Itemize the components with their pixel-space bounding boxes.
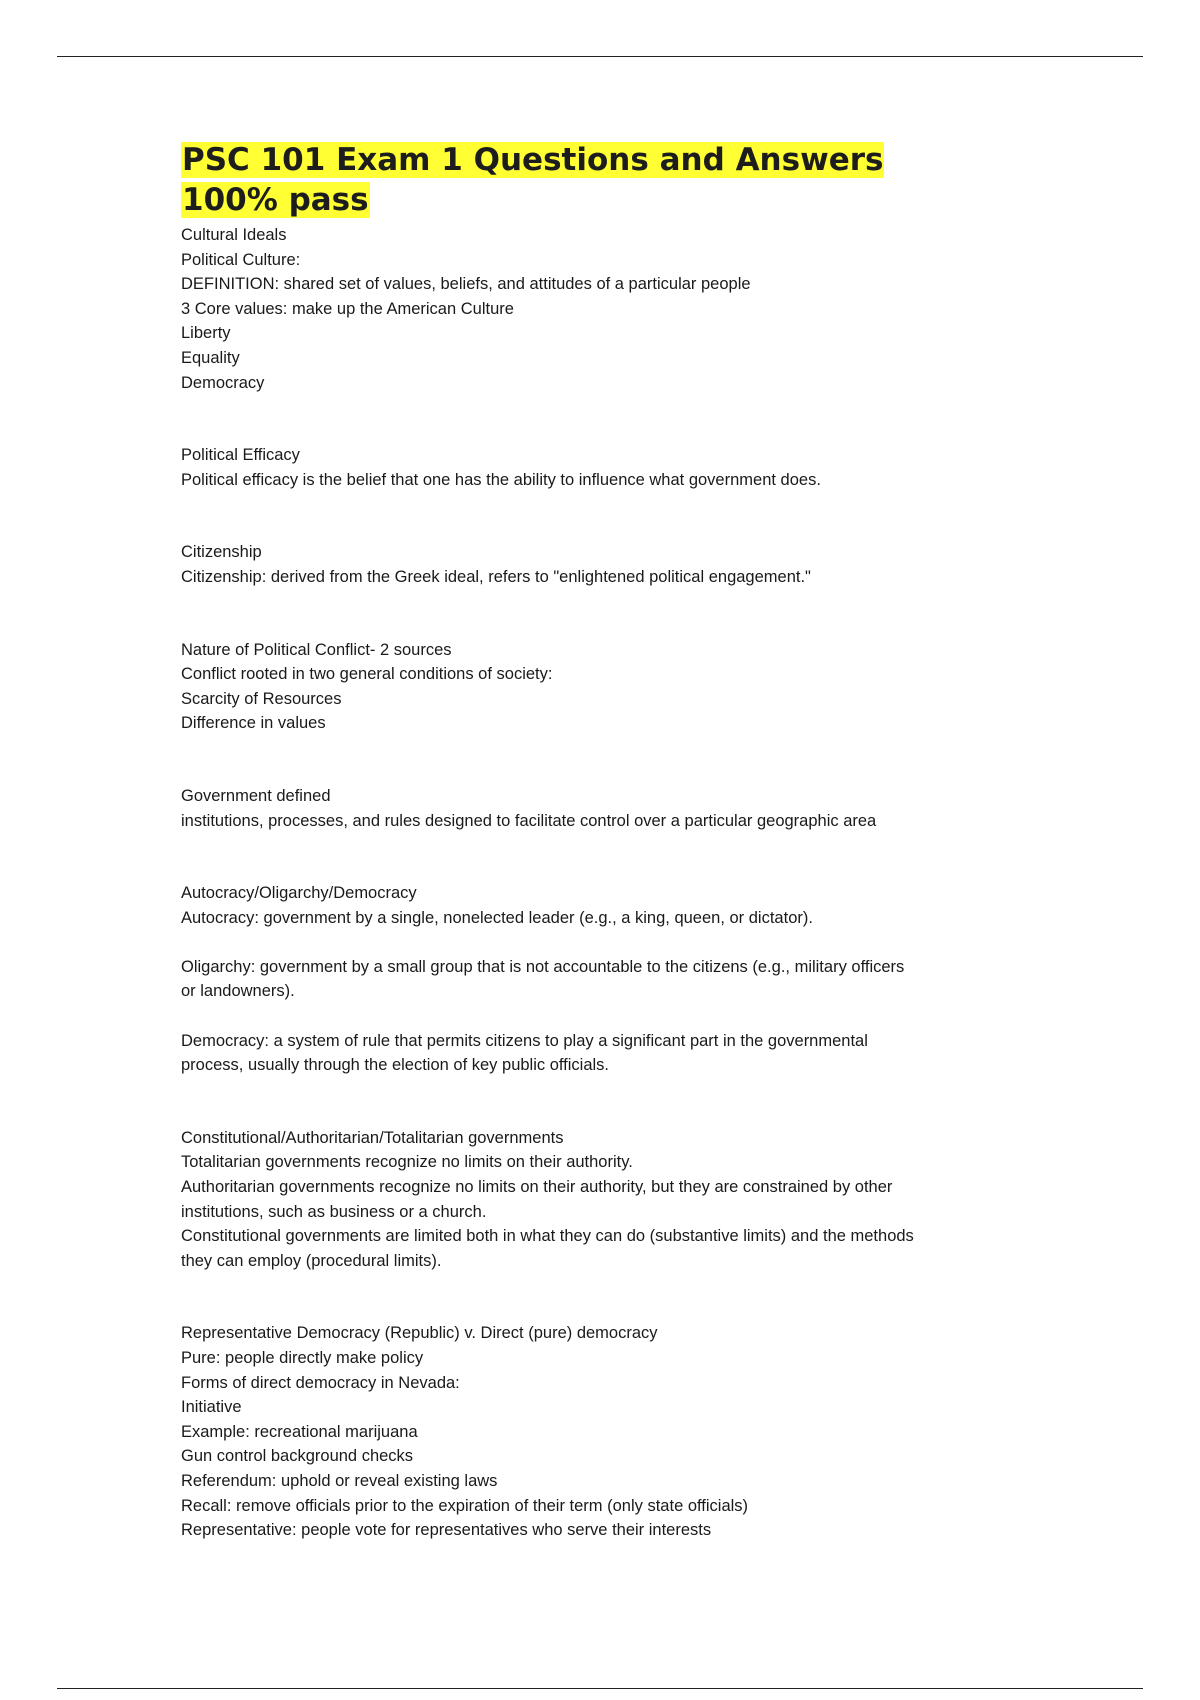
answer-line: Oligarchy: government by a small group that is not accountable to the citizens (e.g., military officers [181, 957, 905, 976]
section-spacer [181, 1273, 1081, 1321]
question-heading: Government defined [181, 786, 331, 805]
question-heading: Nature of Political Conflict- 2 sources [181, 640, 452, 659]
qa-section [181, 223, 1081, 395]
answer-line: Example: recreational marijuana [181, 1422, 418, 1441]
section-spacer [181, 833, 1081, 881]
answer-line: Equality [181, 348, 240, 367]
answer-line: Pure: people directly make policy [181, 1349, 424, 1367]
section-spacer [181, 736, 1081, 784]
answer-line: Citizenship: derived from the Greek ideal, refers to "enlightened political engagement." [181, 567, 811, 586]
answer-line: Initiative [181, 1398, 242, 1417]
answer-line: Political efficacy is the belief that one has the ability to influence what government does. [181, 470, 821, 489]
answer-line: Recall: remove officials prior to the expiration of their term (only state officials) [181, 1496, 749, 1515]
answer-line: Democracy [181, 373, 265, 392]
answer-line: Difference in values [181, 714, 326, 733]
answer-line: Representative: people vote for representatives who serve their interests [181, 1521, 712, 1540]
header-rule [57, 56, 1143, 57]
question-heading: Representative Democracy (Republic) v. Direct (pure) democracy [181, 1324, 658, 1343]
document-title [181, 140, 1081, 220]
qa-section [181, 1321, 1081, 1542]
blank-line [181, 930, 1081, 955]
answer-line: Democracy: a system of rule that permits citizens to play a significant part in the governmental [181, 1031, 868, 1050]
question-heading: Autocracy/Oligarchy/Democracy [181, 884, 417, 903]
answer-line: Forms of direct democracy in Nevada: [181, 1373, 460, 1392]
footer-rule [57, 1688, 1143, 1689]
qa-section [181, 1126, 1081, 1274]
answer-line: Political Culture: [181, 250, 301, 269]
answer-line: Autocracy: government by a single, nonelected leader (e.g., a king, queen, or dictator). [181, 908, 813, 927]
answer-line: Scarcity of Resources [181, 689, 342, 708]
answer-line: Conflict rooted in two general conditions of society: [181, 665, 553, 684]
answer-line: Authoritarian governments recognize no limits on their authority, but they are constrained by other [181, 1178, 893, 1197]
qa-section [181, 784, 1081, 833]
blank-line [181, 1004, 1081, 1029]
answer-line: DEFINITION: shared set of values, beliefs, and attitudes of a particular people [181, 275, 751, 294]
answer-line: they can employ (procedural limits). [181, 1251, 442, 1270]
question-heading: Cultural Ideals [181, 226, 287, 244]
answer-line: process, usually through the election of key public officials. [181, 1056, 610, 1075]
qa-section [181, 540, 1081, 589]
section-spacer [181, 590, 1081, 638]
answer-line: institutions, processes, and rules designed to facilitate control over a particular geographic area [181, 811, 877, 830]
sections-container [181, 223, 1081, 1543]
document-body [181, 140, 1081, 1543]
section-spacer [181, 492, 1081, 540]
answer-line: Liberty [181, 324, 231, 343]
qa-section [181, 881, 1081, 1078]
answer-line: Gun control background checks [181, 1447, 414, 1466]
title-line-1: PSC 101 Exam 1 Questions and Answers [182, 142, 884, 178]
section-spacer [181, 395, 1081, 443]
qa-section [181, 638, 1081, 736]
answer-line: Totalitarian governments recognize no limits on their authority. [181, 1153, 633, 1172]
section-spacer [181, 1078, 1081, 1126]
answer-line: or landowners). [181, 982, 295, 1001]
question-heading: Citizenship [181, 543, 262, 562]
question-heading: Constitutional/Authoritarian/Totalitarian governments [181, 1128, 564, 1147]
answer-line: institutions, such as business or a church. [181, 1202, 487, 1221]
answer-line: 3 Core values: make up the American Culture [181, 299, 514, 318]
answer-line: Constitutional governments are limited both in what they can do (substantive limits) and the methods [181, 1227, 914, 1246]
qa-section [181, 443, 1081, 492]
question-heading: Political Efficacy [181, 446, 300, 465]
title-line-2: 100% pass [182, 182, 369, 218]
answer-line: Referendum: uphold or reveal existing laws [181, 1471, 498, 1490]
